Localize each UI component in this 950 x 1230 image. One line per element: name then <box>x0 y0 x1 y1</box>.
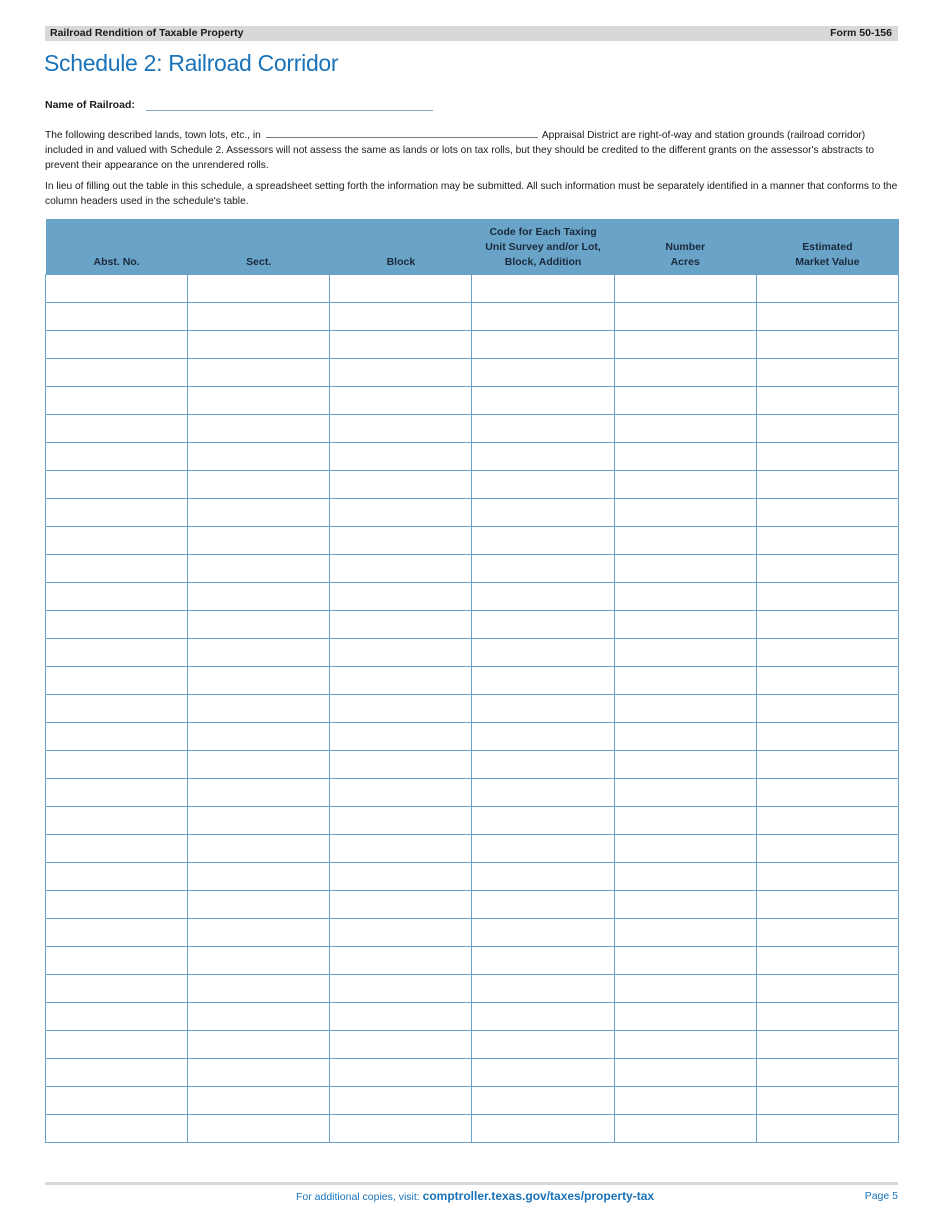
table-cell[interactable] <box>756 639 898 667</box>
table-cell[interactable] <box>330 1003 472 1031</box>
copies-notice <box>296 1189 654 1203</box>
table-cell[interactable] <box>756 275 898 303</box>
table-cell[interactable] <box>46 723 188 751</box>
table-row <box>46 639 899 667</box>
table-cell[interactable] <box>46 639 188 667</box>
table-cell[interactable] <box>756 695 898 723</box>
table-row <box>46 387 899 415</box>
table-row <box>46 303 899 331</box>
table-cell[interactable] <box>188 415 330 443</box>
table-cell[interactable] <box>614 807 756 835</box>
table-cell[interactable] <box>614 1031 756 1059</box>
table-cell[interactable] <box>188 891 330 919</box>
table-row <box>46 751 899 779</box>
table-cell[interactable] <box>472 919 614 947</box>
table-row <box>46 667 899 695</box>
table-cell[interactable] <box>472 611 614 639</box>
table-cell[interactable] <box>614 415 756 443</box>
form-title: Railroad Rendition of Taxable Property <box>50 27 244 39</box>
table-cell[interactable] <box>188 947 330 975</box>
table-cell[interactable] <box>46 1059 188 1087</box>
table-cell[interactable] <box>756 947 898 975</box>
table-cell[interactable] <box>756 331 898 359</box>
table-cell[interactable] <box>46 275 188 303</box>
table-cell[interactable] <box>188 443 330 471</box>
table-cell[interactable] <box>330 835 472 863</box>
table-cell[interactable] <box>614 527 756 555</box>
table-cell[interactable] <box>46 947 188 975</box>
table-cell[interactable] <box>46 1087 188 1115</box>
table-cell[interactable] <box>188 835 330 863</box>
form-number: Form 50-156 <box>830 27 892 39</box>
table-cell[interactable] <box>46 443 188 471</box>
table-cell[interactable] <box>472 1087 614 1115</box>
table-cell[interactable] <box>472 387 614 415</box>
table-cell[interactable] <box>472 359 614 387</box>
table-cell[interactable] <box>188 527 330 555</box>
table-cell[interactable] <box>188 331 330 359</box>
table-row <box>46 555 899 583</box>
table-cell[interactable] <box>46 863 188 891</box>
table-cell[interactable] <box>756 1003 898 1031</box>
table-cell[interactable] <box>756 1031 898 1059</box>
table-cell[interactable] <box>330 1115 472 1143</box>
table-cell[interactable] <box>46 611 188 639</box>
table-row <box>46 1059 899 1087</box>
table-cell[interactable] <box>46 471 188 499</box>
table-row <box>46 359 899 387</box>
table-cell[interactable] <box>472 443 614 471</box>
table-row <box>46 583 899 611</box>
column-header: Code for Each Taxing Unit Survey and/or Lot, Block, Addition <box>472 219 614 275</box>
table-cell[interactable] <box>330 723 472 751</box>
intro-paragraph-2: In lieu of filling out the table in this schedule, a spreadsheet setting forth the information may be submitted. All such information must be separately identified in a manner that conforms to the column headers used in the schedule's table. <box>45 181 898 208</box>
table-cell[interactable] <box>614 359 756 387</box>
table-cell[interactable] <box>614 443 756 471</box>
table-cell[interactable] <box>756 1059 898 1087</box>
table-cell[interactable] <box>756 863 898 891</box>
table-cell[interactable] <box>46 975 188 1003</box>
table-cell[interactable] <box>614 499 756 527</box>
table-cell[interactable] <box>188 779 330 807</box>
table-row <box>46 1031 899 1059</box>
table-cell[interactable] <box>756 303 898 331</box>
table-cell[interactable] <box>330 891 472 919</box>
table-cell[interactable] <box>188 1003 330 1031</box>
table-cell[interactable] <box>614 275 756 303</box>
table-cell[interactable] <box>330 667 472 695</box>
table-cell[interactable] <box>614 723 756 751</box>
table-cell[interactable] <box>614 835 756 863</box>
schedule-title: Schedule 2: Railroad Corridor <box>44 50 339 76</box>
table-cell[interactable] <box>330 443 472 471</box>
table-cell[interactable] <box>472 303 614 331</box>
table-cell[interactable] <box>188 751 330 779</box>
table-row <box>46 891 899 919</box>
table-cell[interactable] <box>614 555 756 583</box>
table-cell[interactable] <box>472 891 614 919</box>
table-cell[interactable] <box>756 387 898 415</box>
table-cell[interactable] <box>330 471 472 499</box>
table-row <box>46 471 899 499</box>
table-cell[interactable] <box>756 779 898 807</box>
table-row <box>46 835 899 863</box>
table-row <box>46 807 899 835</box>
table-cell[interactable] <box>756 1115 898 1143</box>
table-cell[interactable] <box>756 555 898 583</box>
table-cell[interactable] <box>614 1059 756 1087</box>
table-cell[interactable] <box>188 387 330 415</box>
table-cell[interactable] <box>46 667 188 695</box>
column-header: Number Acres <box>614 219 756 275</box>
intro-text-after: Appraisal District are right-of-way and station grounds (railroad corridor) included in and valued with Schedule 2. Assessors will not assess the same as lands or lots on tax rolls, but they should be credited to the different grants on the assessor's abstracts to prevent their appearance on the unrendered rolls. <box>45 130 875 172</box>
table-header-row <box>46 219 899 275</box>
column-header: Sect. <box>188 219 330 275</box>
table-cell[interactable] <box>46 387 188 415</box>
table-row <box>46 415 899 443</box>
table-row <box>46 723 899 751</box>
table-cell[interactable] <box>614 1003 756 1031</box>
table-row <box>46 695 899 723</box>
table-cell[interactable] <box>188 359 330 387</box>
table-cell[interactable] <box>330 303 472 331</box>
table-cell[interactable] <box>756 583 898 611</box>
table-row <box>46 331 899 359</box>
table-cell[interactable] <box>614 387 756 415</box>
table-cell[interactable] <box>472 863 614 891</box>
table-cell[interactable] <box>188 723 330 751</box>
table-cell[interactable] <box>614 471 756 499</box>
table-row <box>46 1087 899 1115</box>
table-cell[interactable] <box>614 583 756 611</box>
table-cell[interactable] <box>188 1031 330 1059</box>
table-cell[interactable] <box>330 275 472 303</box>
table-cell[interactable] <box>614 303 756 331</box>
table-cell[interactable] <box>614 947 756 975</box>
table-cell[interactable] <box>188 499 330 527</box>
table-cell[interactable] <box>614 891 756 919</box>
table-cell[interactable] <box>614 667 756 695</box>
copies-text: For additional copies, visit: <box>296 1191 420 1203</box>
table-cell[interactable] <box>46 751 188 779</box>
table-cell[interactable] <box>46 1003 188 1031</box>
table-cell[interactable] <box>330 919 472 947</box>
table-cell[interactable] <box>472 275 614 303</box>
table-cell[interactable] <box>188 695 330 723</box>
table-cell[interactable] <box>188 667 330 695</box>
table-cell[interactable] <box>188 1115 330 1143</box>
table-cell[interactable] <box>330 387 472 415</box>
table-cell[interactable] <box>46 1115 188 1143</box>
table-cell[interactable] <box>472 779 614 807</box>
column-header: Block <box>330 219 472 275</box>
comptroller-link[interactable]: comptroller.texas.gov/taxes/property-tax <box>422 1189 655 1203</box>
table-cell[interactable] <box>330 359 472 387</box>
table-cell[interactable] <box>472 947 614 975</box>
table-cell[interactable] <box>756 443 898 471</box>
table-cell[interactable] <box>472 695 614 723</box>
table-cell[interactable] <box>756 415 898 443</box>
table-cell[interactable] <box>188 919 330 947</box>
table-cell[interactable] <box>46 835 188 863</box>
table-cell[interactable] <box>614 751 756 779</box>
table-cell[interactable] <box>472 555 614 583</box>
table-row <box>46 779 899 807</box>
column-header: Abst. No. <box>46 219 188 275</box>
table-cell[interactable] <box>756 891 898 919</box>
table-cell[interactable] <box>756 807 898 835</box>
table-cell[interactable] <box>330 1059 472 1087</box>
table-cell[interactable] <box>330 1087 472 1115</box>
table-cell[interactable] <box>756 527 898 555</box>
table-cell[interactable] <box>330 863 472 891</box>
table-cell[interactable] <box>330 499 472 527</box>
table-cell[interactable] <box>330 583 472 611</box>
table-cell[interactable] <box>188 1087 330 1115</box>
table-cell[interactable] <box>472 415 614 443</box>
railroad-corridor-table <box>45 219 899 1143</box>
table-cell[interactable] <box>188 807 330 835</box>
table-cell[interactable] <box>472 751 614 779</box>
footer-divider <box>45 1182 898 1185</box>
intro-text-before: The following described lands, town lots, etc., in <box>45 130 261 141</box>
table-cell[interactable] <box>614 1087 756 1115</box>
table-cell[interactable] <box>614 919 756 947</box>
table-cell[interactable] <box>330 527 472 555</box>
table-cell[interactable] <box>614 975 756 1003</box>
table-cell[interactable] <box>472 835 614 863</box>
table-cell[interactable] <box>46 555 188 583</box>
table-cell[interactable] <box>330 611 472 639</box>
table-cell[interactable] <box>188 275 330 303</box>
table-cell[interactable] <box>756 835 898 863</box>
table-cell[interactable] <box>46 807 188 835</box>
appraisal-district-field[interactable] <box>266 128 538 138</box>
table-cell[interactable] <box>330 415 472 443</box>
table-cell[interactable] <box>756 751 898 779</box>
table-cell[interactable] <box>330 331 472 359</box>
table-cell[interactable] <box>46 583 188 611</box>
table-cell[interactable] <box>188 611 330 639</box>
table-cell[interactable] <box>472 499 614 527</box>
table-cell[interactable] <box>330 695 472 723</box>
column-header: Estimated Market Value <box>756 219 898 275</box>
table-cell[interactable] <box>472 1003 614 1031</box>
table-row <box>46 527 899 555</box>
table-cell[interactable] <box>46 527 188 555</box>
table-row <box>46 499 899 527</box>
table-cell[interactable] <box>46 415 188 443</box>
table-cell[interactable] <box>756 359 898 387</box>
table-cell[interactable] <box>472 975 614 1003</box>
table-cell[interactable] <box>330 779 472 807</box>
table-cell[interactable] <box>330 807 472 835</box>
table-cell[interactable] <box>330 639 472 667</box>
table-cell[interactable] <box>46 891 188 919</box>
table-cell[interactable] <box>614 331 756 359</box>
table-cell[interactable] <box>472 1059 614 1087</box>
table-cell[interactable] <box>472 723 614 751</box>
table-cell[interactable] <box>330 751 472 779</box>
table-cell[interactable] <box>330 947 472 975</box>
table-cell[interactable] <box>188 863 330 891</box>
table-cell[interactable] <box>46 1031 188 1059</box>
table-row <box>46 1003 899 1031</box>
table-cell[interactable] <box>756 919 898 947</box>
table-cell[interactable] <box>46 919 188 947</box>
table-cell[interactable] <box>46 695 188 723</box>
intro-paragraph-1 <box>45 128 898 174</box>
table-cell[interactable] <box>614 639 756 667</box>
table-row <box>46 1115 899 1143</box>
table-cell[interactable] <box>756 1087 898 1115</box>
name-of-railroad-label: Name of Railroad: <box>45 99 135 111</box>
table-cell[interactable] <box>188 583 330 611</box>
table-cell[interactable] <box>472 639 614 667</box>
table-cell[interactable] <box>614 695 756 723</box>
table-cell[interactable] <box>472 583 614 611</box>
table-cell[interactable] <box>188 1059 330 1087</box>
table-cell[interactable] <box>472 807 614 835</box>
table-cell[interactable] <box>330 1031 472 1059</box>
table-cell[interactable] <box>188 975 330 1003</box>
table-cell[interactable] <box>614 611 756 639</box>
table-cell[interactable] <box>614 1115 756 1143</box>
table-cell[interactable] <box>188 639 330 667</box>
table-cell[interactable] <box>756 667 898 695</box>
table-cell[interactable] <box>614 779 756 807</box>
table-cell[interactable] <box>472 527 614 555</box>
table-cell[interactable] <box>472 1031 614 1059</box>
table-cell[interactable] <box>756 611 898 639</box>
table-row <box>46 919 899 947</box>
table-cell[interactable] <box>46 303 188 331</box>
form-header-bar <box>45 26 898 41</box>
table-cell[interactable] <box>188 471 330 499</box>
table-cell[interactable] <box>46 359 188 387</box>
table-row <box>46 975 899 1003</box>
table-cell[interactable] <box>188 303 330 331</box>
table-cell[interactable] <box>756 975 898 1003</box>
table-row <box>46 863 899 891</box>
table-cell[interactable] <box>472 471 614 499</box>
table-cell[interactable] <box>756 723 898 751</box>
table-cell[interactable] <box>46 499 188 527</box>
table-row <box>46 275 899 303</box>
table-cell[interactable] <box>330 555 472 583</box>
table-cell[interactable] <box>614 863 756 891</box>
table-row <box>46 443 899 471</box>
name-of-railroad-field[interactable] <box>146 110 433 111</box>
table-cell[interactable] <box>756 471 898 499</box>
page-number: Page 5 <box>864 1190 898 1202</box>
table-cell[interactable] <box>472 1115 614 1143</box>
table-row <box>46 611 899 639</box>
table-row <box>46 947 899 975</box>
table-cell[interactable] <box>472 331 614 359</box>
table-cell[interactable] <box>756 499 898 527</box>
table-cell[interactable] <box>330 975 472 1003</box>
table-cell[interactable] <box>46 331 188 359</box>
table-cell[interactable] <box>472 667 614 695</box>
table-cell[interactable] <box>188 555 330 583</box>
table-cell[interactable] <box>46 779 188 807</box>
